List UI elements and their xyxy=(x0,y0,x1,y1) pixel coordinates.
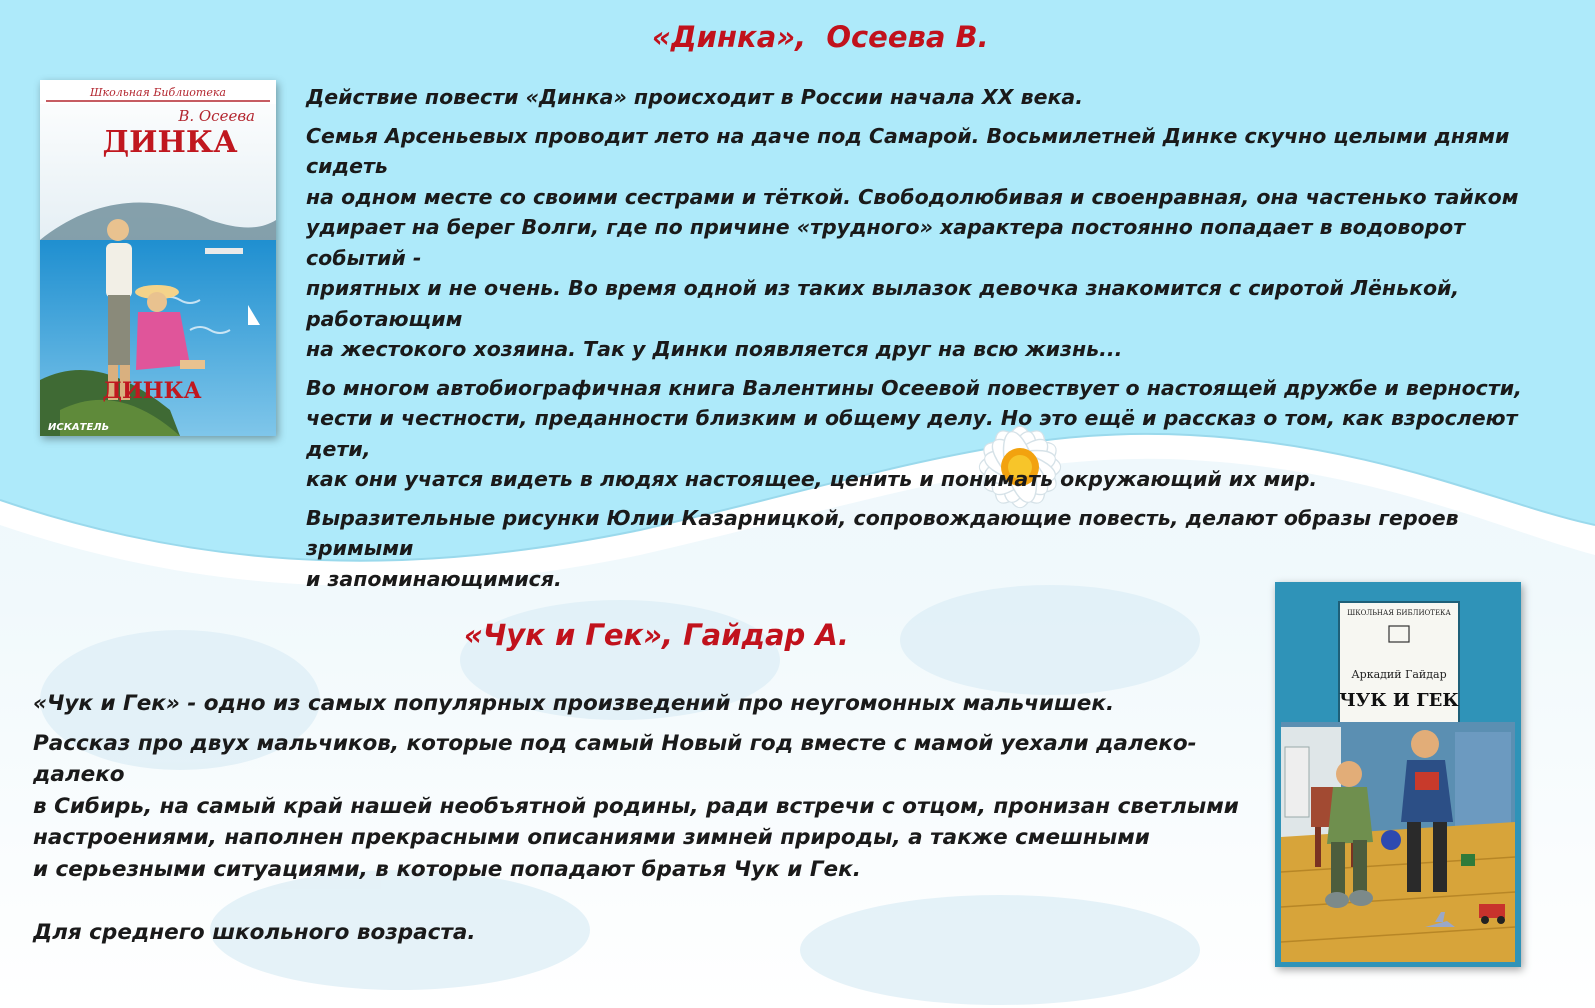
text-line: на жестокого хозяина. Так у Динки появляется друг на всю жизнь... xyxy=(306,337,1123,361)
text-line: и серьезными ситуациями, в которые попадают братья Чук и Гек. xyxy=(33,856,861,882)
book1-cover-author: В. Осеева xyxy=(178,107,255,125)
book1-title: «Динка», Осеева В. xyxy=(652,20,989,54)
book1-description xyxy=(306,82,1546,594)
text-line: чести и честности, преданности близким и общему делу. Но это ещё и рассказ о том, как взрослеют дети, xyxy=(306,406,1518,461)
book1-paragraph-3 xyxy=(306,373,1546,495)
book2-cover-author: Аркадий Гайдар xyxy=(1351,668,1447,681)
book1-cover-title: ДИНКА xyxy=(102,125,238,160)
book1-cover xyxy=(40,80,276,436)
book2-cover-series: ШКОЛЬНАЯ БИБЛИОТЕКА xyxy=(1347,609,1451,617)
text-line: настроениями, наполнен прекрасными описаниями зимней природы, а также смешными xyxy=(33,825,1150,850)
text-line: на одном месте со своими сестрами и тёткой. Свободолюбивая и своенравная, она частенько тайком xyxy=(306,184,1519,209)
book1-cover-series: Школьная Библиотека xyxy=(90,86,226,99)
text-line: приятных и не очень. Во время одной из таких вылазок девочка знакомится с сиротой Лёнькой, работающим xyxy=(306,276,1460,331)
text-line: Рассказ про двух мальчиков, которые под самый Новый год вместе с мамой уехали далеко-далеко xyxy=(33,730,1197,787)
book2-cover-title: ЧУК И ГЕК xyxy=(1339,690,1459,711)
text-line: как они учатся видеть в людях настоящее, ценить и понимать окружающий их мир. xyxy=(306,467,1318,491)
text-line: «Чук и Гек» - одно из самых популярных произведений про неугомонных мальчишек. xyxy=(33,691,1115,716)
text-line: Действие повести «Динка» происходит в России начала XX века. xyxy=(306,85,1084,109)
book1-paragraph-1 xyxy=(306,82,1546,113)
book2-title: «Чук и Гек», Гайдар А. xyxy=(464,618,849,652)
book1-cover-bottom-title: ДИНКА xyxy=(102,378,202,404)
book1-cover-publisher: ИСКАТЕЛЬ xyxy=(48,422,110,433)
book2-cover xyxy=(1275,582,1521,967)
text-line: Во многом автобиографичная книга Валентины Осеевой повествует о настоящей дружбе и верности, xyxy=(306,375,1522,400)
text-line: Для среднего школьного возраста. xyxy=(33,920,476,945)
text-line: в Сибирь, на самый край нашей необъятной родины, ради встречи с отцом, пронизан светлыми xyxy=(33,793,1239,819)
text-line: удирает на берег Волги, где по причине «трудного» характера постоянно попадает в водоворот событий - xyxy=(306,215,1466,270)
book2-paragraph-2 xyxy=(33,728,1243,886)
text-line: Семья Арсеньевых проводит лето на даче под Самарой. Восьмилетней Динке скучно целыми днями сидеть xyxy=(306,123,1510,178)
book2-description xyxy=(33,688,1243,949)
book2-paragraph-1 xyxy=(33,688,1243,720)
book2-paragraph-3 xyxy=(33,917,1243,949)
text-line: Выразительные рисунки Юлии Казарницкой, сопровождающие повесть, делают образы героев зримыми xyxy=(306,505,1459,560)
text-line: и запоминающимися. xyxy=(306,566,562,591)
book1-paragraph-2 xyxy=(306,121,1546,365)
book1-paragraph-4 xyxy=(306,503,1546,595)
